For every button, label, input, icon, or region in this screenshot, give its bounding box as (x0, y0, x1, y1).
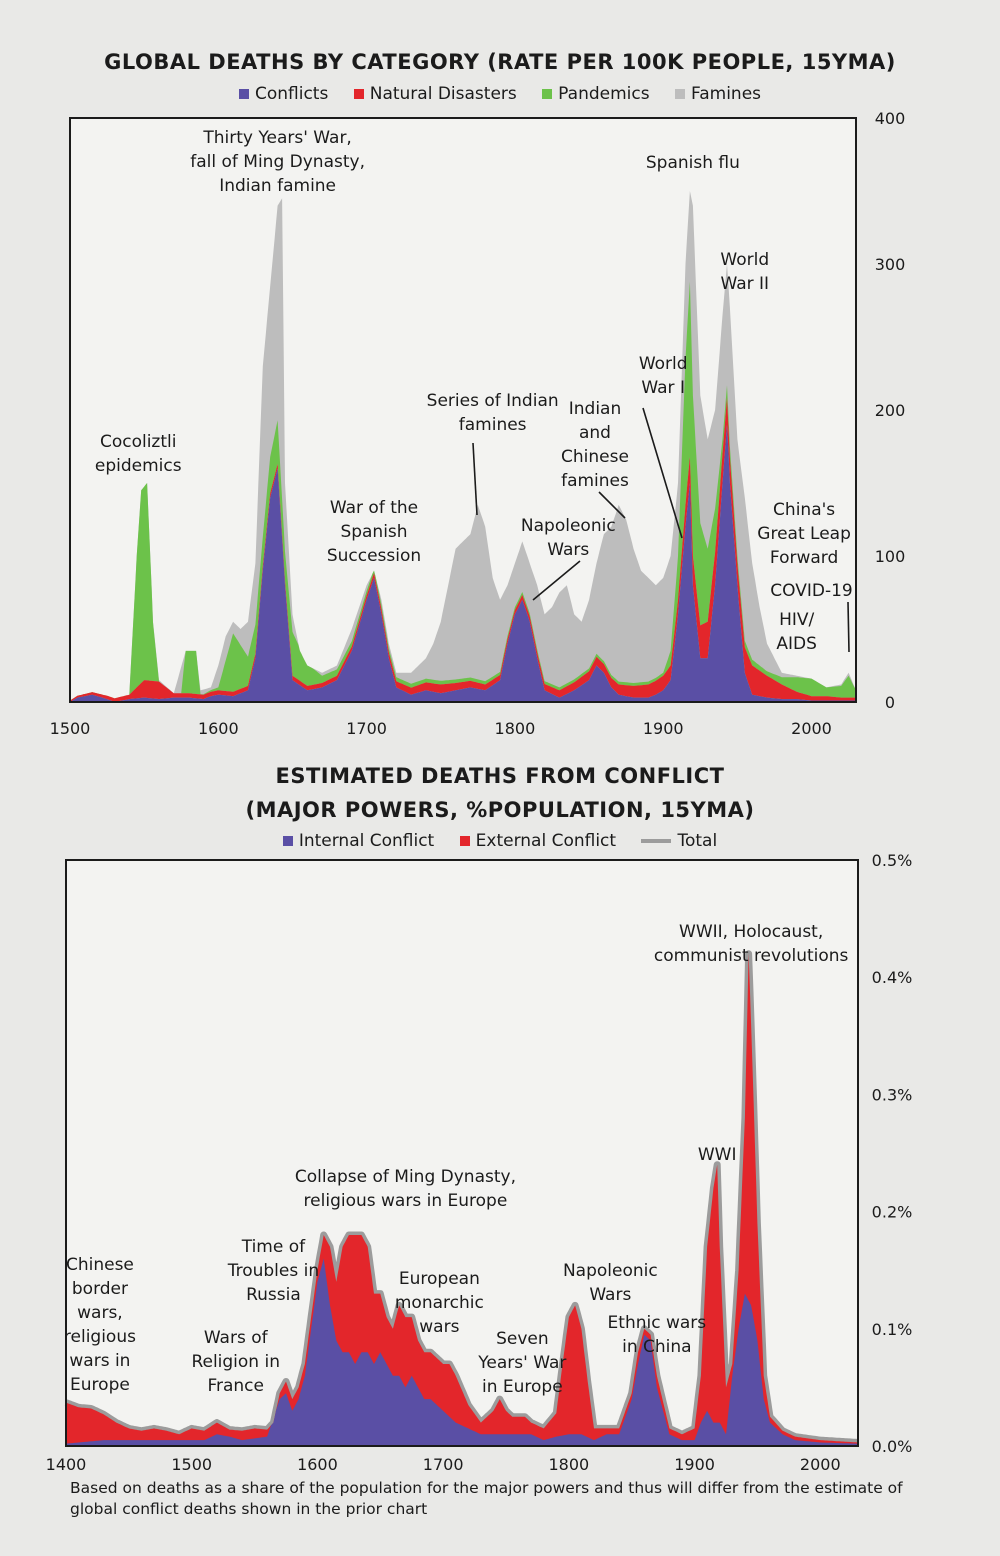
chart2-title-line-1: ESTIMATED DEATHS FROM CONFLICT (275, 764, 725, 788)
y-tick-label: 0.3% (871, 1085, 913, 1105)
annotation-line: and (578, 423, 611, 443)
annotation-line: Napoleonic (562, 1261, 658, 1281)
x-tick-label: 2000 (791, 719, 832, 738)
legend-label-natural-disasters: Natural Disasters (369, 84, 517, 104)
annotation-line: France (207, 1376, 264, 1396)
annotation-line: religious wars in Europe (303, 1191, 508, 1211)
annotation-line: Years' War (478, 1353, 567, 1373)
annotation-line: Thirty Years' War, (203, 128, 352, 148)
annotation-line: World (638, 354, 688, 374)
y-tick-label: 0.4% (871, 968, 913, 988)
annotation-line: in Europe (481, 1377, 563, 1397)
annotation-line: European (398, 1269, 480, 1289)
annotation-line: Russia (246, 1285, 301, 1305)
y-tick-label: 400 (874, 109, 906, 128)
annotation-line: in China (622, 1337, 692, 1357)
annotation-line: Great Leap (757, 524, 851, 544)
annotation-line: Troubles in (227, 1261, 320, 1281)
y-tick-label: 300 (874, 255, 906, 274)
annotation-line: wars, (77, 1303, 123, 1323)
annotation-line: epidemics (94, 456, 182, 476)
annotation-line: Cocoliztli (99, 432, 177, 452)
annotation-line: fall of Ming Dynasty, (190, 152, 365, 172)
annotation-line: wars in (69, 1351, 131, 1371)
annotation-line: Succession (326, 546, 422, 566)
annotation-line: communist revolutions (653, 946, 849, 966)
x-tick-label: 1500 (49, 719, 91, 738)
x-tick-label: 1800 (548, 1455, 590, 1474)
annotation-line: Napoleonic (520, 516, 616, 536)
annotation-line: War of the (329, 498, 419, 518)
legend-label-total: Total (677, 831, 718, 851)
x-tick-label: 1600 (297, 1455, 338, 1474)
annotation-line: monarchic (394, 1293, 484, 1313)
x-tick-label: 1700 (422, 1455, 464, 1474)
chart2-plot (46, 851, 913, 1474)
annotation-line: Chinese (65, 1255, 134, 1275)
x-tick-label: 1600 (197, 719, 239, 738)
y-tick-label: 200 (874, 401, 906, 420)
x-tick-label: 1900 (642, 719, 684, 738)
annotation-line: World (720, 250, 770, 270)
annotation-line: HIV/ (779, 610, 815, 630)
x-tick-label: 2000 (799, 1455, 841, 1474)
chart2-title-line-2: (MAJOR POWERS, %POPULATION, 15YMA) (245, 798, 755, 822)
annotation-line: WWI (697, 1145, 737, 1165)
legend-label-famines: Famines (691, 84, 762, 104)
y-tick-label: 0 (884, 693, 896, 712)
legend-label-external: External Conflict (475, 831, 617, 851)
annotation-line: Wars (547, 540, 590, 560)
annotation-line: Religion in (191, 1352, 280, 1372)
annotation-line: Indian (568, 399, 622, 419)
annotation-line: Forward (769, 548, 839, 568)
annotation-line: Spanish flu (645, 153, 740, 173)
legend-label-internal: Internal Conflict (298, 831, 435, 851)
x-tick-label: 1500 (171, 1455, 213, 1474)
annotation-line: War II (720, 274, 770, 294)
annotation-line: COVID-19 (770, 581, 853, 601)
y-tick-label: 0.2% (871, 1202, 913, 1222)
x-tick-label: 1800 (494, 719, 536, 738)
legend-label-conflicts: Conflicts (254, 84, 329, 104)
annotation-line: Wars (589, 1285, 632, 1305)
annotation-line: border (71, 1279, 129, 1299)
chart1-title: GLOBAL DEATHS BY CATEGORY (RATE PER 100K PEOPLE, 15YMA) (104, 50, 896, 74)
annotation-c1-spanish-flu (646, 153, 740, 173)
annotation-c2-wwi2 (698, 1145, 737, 1165)
annotation-line: famines (458, 415, 527, 435)
annotation-line: AIDS (776, 634, 817, 654)
annotation-leader-line (848, 602, 849, 652)
x-tick-label: 1900 (674, 1455, 715, 1474)
footnote: Based on deaths as a share of the population for the major powers and thus will differ from the estimate of global conflict deaths shown in the prior chart (70, 1479, 903, 1518)
annotation-line: WWII, Holocaust, (679, 922, 824, 942)
annotation-c1-spanish-succession (327, 498, 421, 566)
y-tick-label: 100 (874, 547, 906, 566)
annotation-line: Chinese (561, 447, 629, 467)
y-tick-label: 0.0% (871, 1437, 913, 1456)
annotation-line: Wars of (203, 1328, 268, 1348)
annotation-c1-covid (770, 581, 852, 601)
annotation-line: Time of (241, 1237, 306, 1257)
annotation-line: Series of Indian (426, 391, 559, 411)
legend-label-pandemics: Pandemics (558, 84, 650, 104)
annotation-line: wars (419, 1317, 460, 1337)
annotation-line: Spanish (340, 522, 408, 542)
annotation-line: famines (561, 471, 629, 491)
annotation-line: China's (773, 500, 836, 520)
y-tick-label: 0.1% (871, 1319, 913, 1339)
annotation-line: religious (63, 1327, 136, 1347)
x-tick-label: 1400 (45, 1455, 87, 1474)
annotation-line: Seven (496, 1329, 549, 1349)
y-tick-label: 0.5% (871, 851, 913, 870)
x-tick-label: 1700 (346, 719, 387, 738)
annotation-line: Collapse of Ming Dynasty, (294, 1167, 516, 1187)
annotation-line: Ethnic wars (607, 1313, 707, 1333)
chart1-plot (50, 109, 906, 738)
annotation-line: Indian famine (219, 176, 337, 196)
annotation-line: War I (641, 378, 685, 398)
annotation-line: Europe (70, 1375, 130, 1395)
